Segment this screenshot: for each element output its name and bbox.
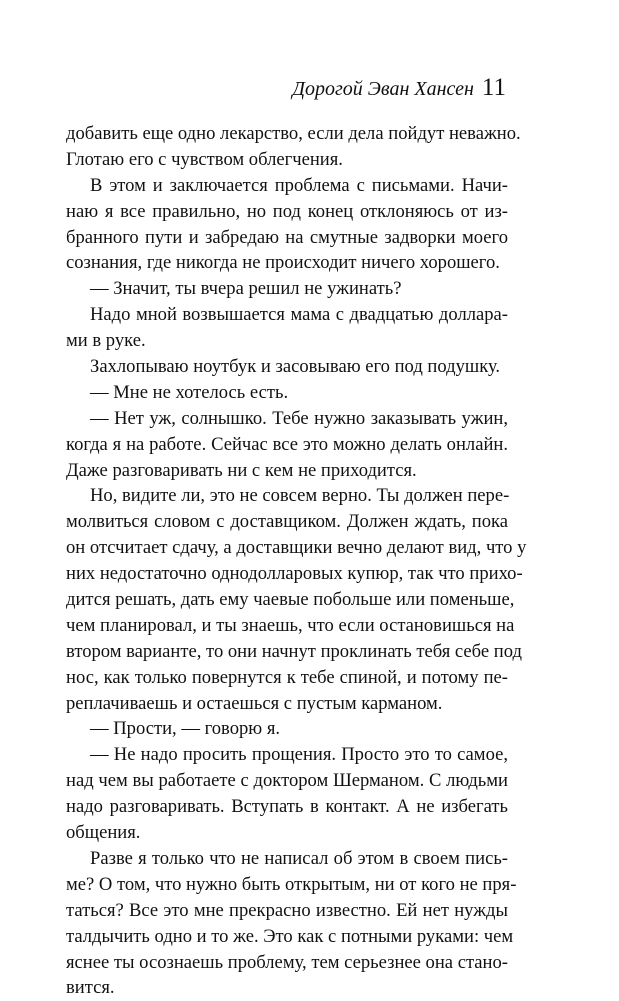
text-line: втором варианте, то они начнут проклинать тебя себе под	[66, 640, 522, 662]
page-number: 11	[481, 74, 506, 101]
text-line: В этом и заключается проблема с письмами. Начи-	[90, 174, 508, 196]
text-line: надо разговаривать. Вступать в контакт. А не избегать	[66, 796, 508, 818]
text-line: — Не надо просить прощения. Просто это то самое,	[90, 744, 508, 766]
text-line: — Нет уж, солнышко. Тебе нужно заказывать ужин,	[90, 407, 508, 429]
text-line: них недостаточно однодолларовых купюр, так что прихо-	[66, 563, 523, 585]
text-line: когда я на работе. Сейчас все это можно делать онлайн.	[66, 433, 508, 455]
text-line: Надо мной возвышается мама с двадцатью доллара-	[90, 304, 508, 326]
running-header-title: Дорогой Эван Хансен	[292, 78, 474, 100]
text-line: — Прости, — говорю я.	[90, 718, 281, 740]
text-line: яснее ты осознаешь проблему, тем серьезнее она стано-	[66, 951, 508, 973]
text-line: — Значит, ты вчера решил не ужинать?	[90, 278, 402, 300]
body-text	[66, 121, 527, 1001]
text-line: талдычить одно и то же. Это как с потными руками: чем	[66, 925, 514, 947]
text-line: наю я все правильно, но под конец отклоняюсь от из-	[66, 200, 508, 222]
text-line: он отсчитает сдачу, а доставщики вечно делают вид, что у	[66, 537, 527, 559]
text-line: молвиться словом с доставщиком. Должен ждать, пока	[66, 511, 508, 533]
text-line: Глотаю его с чувством облегчения.	[66, 148, 343, 170]
text-line: бранного пути и забредаю на смутные задворки моего	[66, 226, 508, 248]
text-line: чем планировал, и ты знаешь, что если остановишься на	[66, 614, 515, 636]
text-line: — Мне не хотелось есть.	[90, 381, 289, 403]
text-line: Даже разговаривать ни с кем не приходится.	[66, 459, 417, 481]
text-line: Но, видите ли, это не совсем верно. Ты должен пере-	[90, 485, 510, 507]
running-header	[292, 74, 506, 103]
text-line: ме? О том, что нужно быть открытым, ни от кого не пря-	[66, 873, 517, 895]
text-line: общения.	[66, 822, 141, 844]
text-line: таться? Все это мне прекрасно известно. Ей нет нужды	[66, 899, 508, 921]
text-line: реплачиваешь и остаешься с пустым карманом.	[66, 692, 443, 714]
text-line: Разве я только что не написал об этом в своем пись-	[90, 847, 508, 869]
text-line: ми в руке.	[66, 330, 146, 352]
text-line: нос, как только повернутся к тебе спиной, и потому пе-	[66, 666, 508, 688]
text-line: добавить еще одно лекарство, если дела пойдут неважно.	[66, 123, 521, 144]
text-line: дится решать, дать ему чаевые побольше или поменьше,	[66, 589, 515, 611]
text-line: сознания, где никогда не происходит ничего хорошего.	[66, 252, 500, 274]
text-line: вится.	[66, 977, 115, 999]
text-line: Захлопываю ноутбук и засовываю его под подушку.	[90, 356, 501, 378]
text-line: над чем вы работаете с доктором Шерманом. С людьми	[66, 770, 508, 792]
